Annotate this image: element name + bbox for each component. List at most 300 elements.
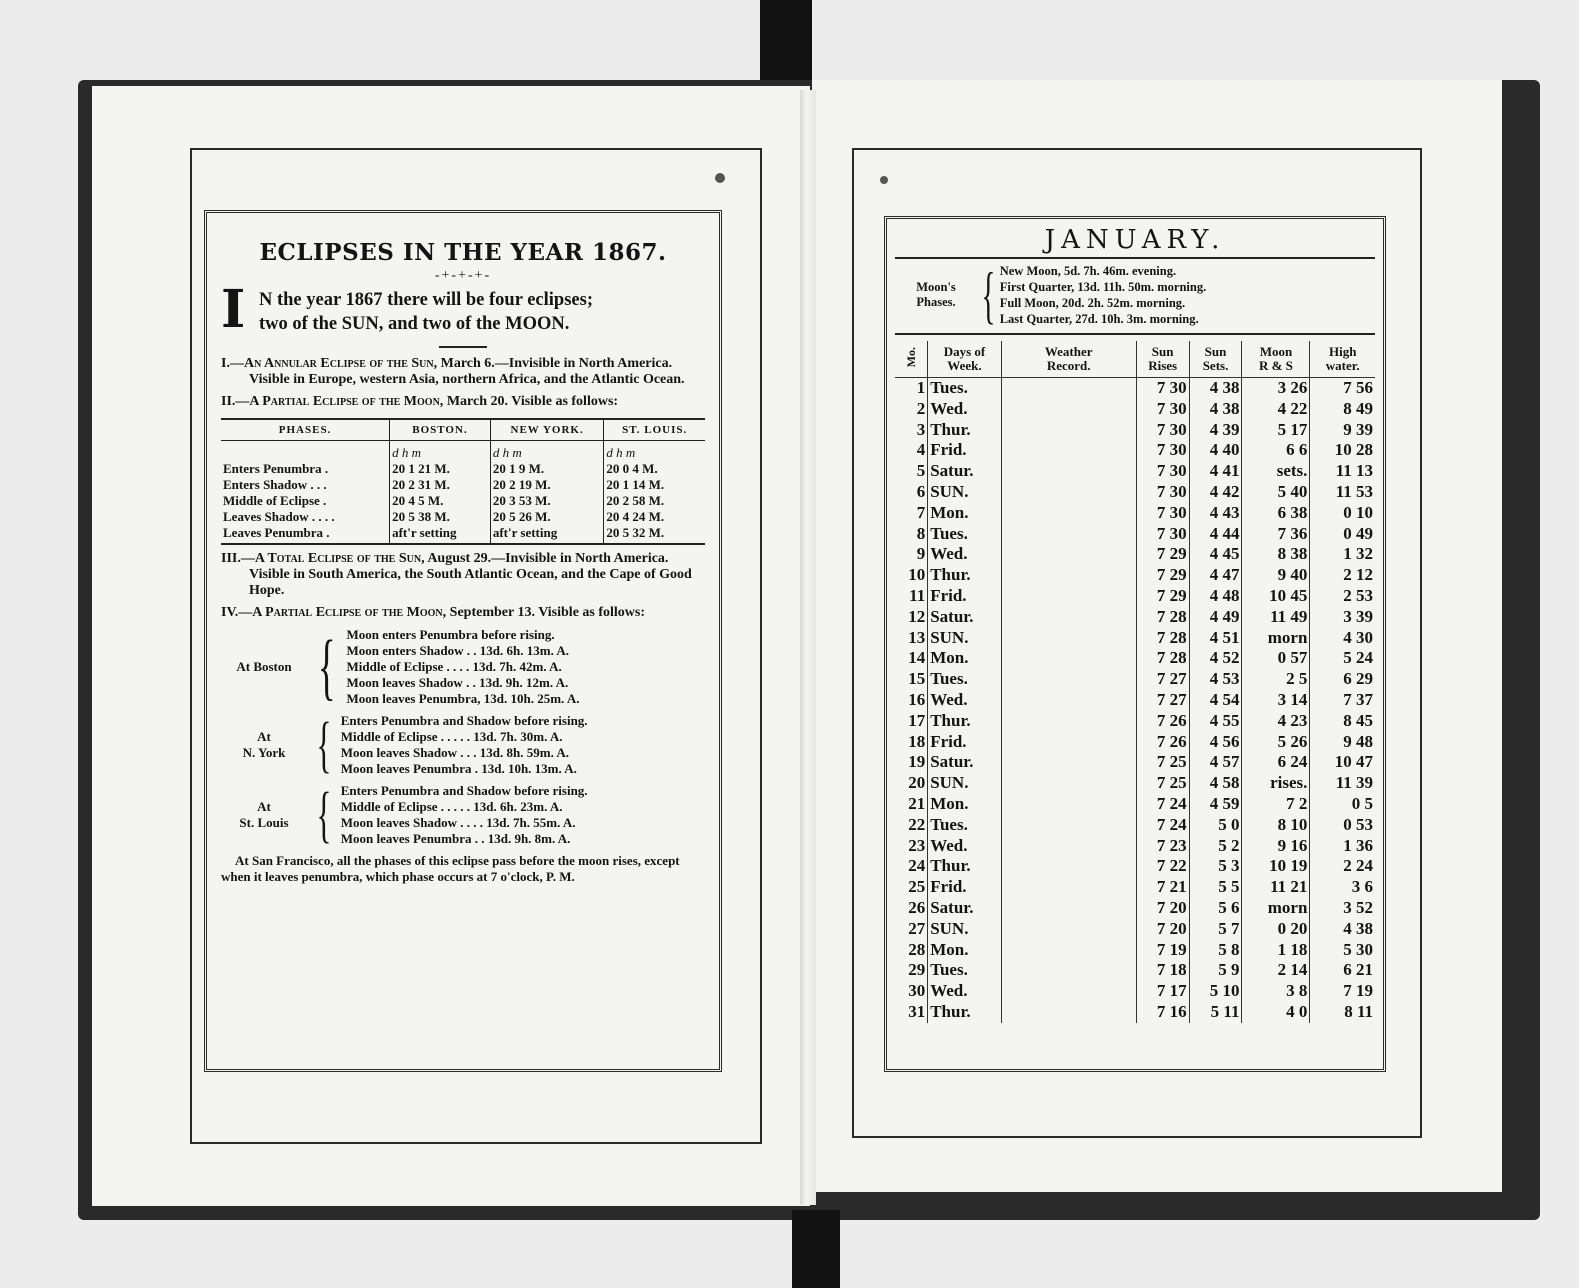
cell-set: 4 42 (1189, 482, 1242, 503)
table-row (895, 940, 1375, 961)
cell-hw: 8 49 (1310, 399, 1375, 420)
cell-day: Thur. (928, 1002, 1002, 1023)
cell-day: SUN. (928, 628, 1002, 649)
calendar-panel (884, 216, 1386, 1072)
brace-icon: { (316, 781, 332, 849)
cell-rise: 7 26 (1136, 732, 1189, 753)
cell-rise: 7 24 (1136, 815, 1189, 836)
cell-set: 5 2 (1189, 836, 1242, 857)
short-rule (439, 346, 487, 348)
cell-day: SUN. (928, 773, 1002, 794)
cell-rise: 7 16 (1136, 1002, 1189, 1023)
cell-weather (1001, 981, 1136, 1002)
cell-hw: 7 19 (1310, 981, 1375, 1002)
cell-set: 4 39 (1189, 420, 1242, 441)
cell-weather (1001, 544, 1136, 565)
cell-no: 25 (908, 877, 926, 897)
cell-no: 23 (908, 835, 926, 855)
table-row (895, 544, 1375, 565)
cell-moon: sets. (1242, 461, 1310, 482)
cell-set: 5 11 (1189, 1002, 1242, 1023)
cell-no: 10 (908, 565, 926, 585)
cell-moon: 6 24 (1242, 752, 1310, 773)
phase-line: Last Quarter, 27d. 10h. 3m. morning. (999, 312, 1199, 326)
cell-hw: 8 11 (1310, 1002, 1375, 1023)
cell-moon: 10 19 (1242, 856, 1310, 877)
cell-moon: 3 14 (1242, 690, 1310, 711)
cell-no: 2 (916, 398, 926, 418)
cell-no: 17 (908, 710, 926, 730)
cell-weather (1001, 732, 1136, 753)
intro-line-2: two of the SUN, and two of the MOON. (259, 314, 570, 334)
table-row (895, 856, 1375, 877)
cell-weather (1001, 440, 1136, 461)
cell-day: SUN. (928, 482, 1002, 503)
cell-moon: 11 49 (1242, 607, 1310, 628)
table-row (895, 815, 1375, 836)
cell-no: 22 (908, 814, 926, 834)
cell-rise: 7 30 (1136, 524, 1189, 545)
cell-no: 1 (916, 378, 926, 397)
cell-weather (1001, 836, 1136, 857)
col-mo: Mo. (895, 341, 928, 378)
nyork-block (221, 713, 705, 777)
cell-rise: 7 19 (1136, 940, 1189, 961)
cell-hw: 9 39 (1310, 420, 1375, 441)
cell-weather (1001, 856, 1136, 877)
col-moon: Moon R & S (1242, 341, 1310, 378)
cell-hw: 2 12 (1310, 565, 1375, 586)
cell-set: 4 38 (1189, 399, 1242, 420)
calendar-table (895, 341, 1375, 1023)
cell-hw: 7 37 (1310, 690, 1375, 711)
cell-hw: 11 53 (1310, 482, 1375, 503)
cell-no: 11 (909, 585, 926, 605)
cell-weather (1001, 482, 1136, 503)
phase-line: Full Moon, 20d. 2h. 52m. morning. (999, 296, 1186, 310)
cell-no: 26 (908, 897, 926, 917)
cell-hw: 7 56 (1310, 378, 1375, 399)
dhm-units: d h m (390, 441, 491, 462)
cell-day: Satur. (928, 607, 1002, 628)
cell-set: 4 53 (1189, 669, 1242, 690)
table-row (895, 919, 1375, 940)
col-sun-rises: Sun Rises (1136, 341, 1189, 378)
table-row (895, 586, 1375, 607)
nyork-line: Middle of Eclipse . . . . . 13d. 7h. 30m. A. (340, 729, 563, 744)
cell-moon: 8 38 (1242, 544, 1310, 565)
cell-moon: 1 18 (1242, 940, 1310, 961)
cell-moon: 5 26 (1242, 732, 1310, 753)
cell-moon: morn (1242, 898, 1310, 919)
cell-moon: 2 5 (1242, 669, 1310, 690)
nyork-line: Moon leaves Penumbra . 13d. 10h. 13m. A. (340, 761, 577, 776)
cell-rise: 7 27 (1136, 690, 1189, 711)
eclipse-phases-table (221, 418, 705, 545)
cell-moon: 0 57 (1242, 648, 1310, 669)
cell-moon: 7 2 (1242, 794, 1310, 815)
cell-weather (1001, 586, 1136, 607)
table-row: Leaves Shadow . . . . 20 5 38 M. 20 5 26 M. 20 4 24 M. (221, 509, 705, 525)
cell-hw: 0 49 (1310, 524, 1375, 545)
table-row (895, 690, 1375, 711)
cell-hw: 3 39 (1310, 607, 1375, 628)
cell-hw: 10 47 (1310, 752, 1375, 773)
cell-rise: 7 28 (1136, 628, 1189, 649)
cell-no: 29 (908, 960, 926, 980)
cell-set: 5 8 (1189, 940, 1242, 961)
cell-hw: 1 36 (1310, 836, 1375, 857)
cell-hw: 4 38 (1310, 919, 1375, 940)
cell-moon: rises. (1242, 773, 1310, 794)
cell-day: Tues. (928, 524, 1002, 545)
cell-rise: 7 29 (1136, 586, 1189, 607)
eclipse-4: IV.—A Partial Eclipse of the Moon, September 13. Visible as follows: (221, 605, 646, 620)
cell-rise: 7 28 (1136, 607, 1189, 628)
cell-set: 5 0 (1189, 815, 1242, 836)
ornament-divider: -+-+-+- (434, 268, 492, 283)
eclipse-title: ECLIPSES IN THE YEAR 1867. (259, 239, 667, 266)
cell-hw: 6 29 (1310, 669, 1375, 690)
cell-set: 4 54 (1189, 690, 1242, 711)
cell-weather (1001, 669, 1136, 690)
cell-moon: 5 40 (1242, 482, 1310, 503)
stlouis-line: Moon leaves Penumbra . . 13d. 9h. 8m. A. (340, 831, 571, 846)
cell-no: 31 (908, 1001, 926, 1021)
phase-line: First Quarter, 13d. 11h. 50m. morning. (999, 280, 1207, 294)
cell-moon: 5 17 (1242, 420, 1310, 441)
cell-set: 4 49 (1189, 607, 1242, 628)
cell-moon: 11 21 (1242, 877, 1310, 898)
cell-weather (1001, 503, 1136, 524)
col-st-louis: ST. LOUIS. (604, 419, 705, 441)
cell-day: Wed. (928, 836, 1002, 857)
cell-weather (1001, 378, 1136, 399)
cell-moon: 9 40 (1242, 565, 1310, 586)
cell-no: 16 (908, 689, 926, 709)
cell-hw: 10 28 (1310, 440, 1375, 461)
cell-moon: 0 20 (1242, 919, 1310, 940)
cell-rise: 7 29 (1136, 565, 1189, 586)
cell-moon: 4 22 (1242, 399, 1310, 420)
cell-no: 18 (908, 731, 926, 751)
eclipse-2: II.—A Partial Eclipse of the Moon, March 20. Visible as follows: (221, 394, 619, 409)
boston-line: Moon enters Penumbra before rising. (346, 627, 555, 642)
cell-hw: 5 24 (1310, 648, 1375, 669)
cell-weather (1001, 919, 1136, 940)
table-row (895, 960, 1375, 981)
cell-no: 20 (908, 773, 926, 793)
table-row (895, 794, 1375, 815)
cell-rise: 7 18 (1136, 960, 1189, 981)
col-phases: PHASES. (221, 419, 390, 441)
brace-icon: { (317, 626, 336, 708)
cell-rise: 7 30 (1136, 503, 1189, 524)
cell-set: 4 58 (1189, 773, 1242, 794)
bookmark-ribbon-bottom (792, 1210, 840, 1288)
cell-rise: 7 20 (1136, 919, 1189, 940)
cell-set: 5 10 (1189, 981, 1242, 1002)
cell-hw: 1 32 (1310, 544, 1375, 565)
table-row (895, 752, 1375, 773)
cell-rise: 7 30 (1136, 482, 1189, 503)
cell-moon: 10 45 (1242, 586, 1310, 607)
brace-icon: { (316, 711, 332, 779)
intro-line-1: N the year 1867 there will be four eclipses; (259, 290, 593, 310)
cell-rise: 7 30 (1136, 440, 1189, 461)
cell-hw: 5 30 (1310, 940, 1375, 961)
cell-weather (1001, 420, 1136, 441)
cell-rise: 7 23 (1136, 836, 1189, 857)
cell-moon: 6 38 (1242, 503, 1310, 524)
table-row (895, 669, 1375, 690)
cell-rise: 7 21 (1136, 877, 1189, 898)
eclipse-1: I.—An Annular Eclipse of the Sun, March 6.—Invisible in North America. Visible in Europe, western Asia, northern Africa, and the Atlantic Ocean. (221, 356, 685, 387)
cell-hw: 2 24 (1310, 856, 1375, 877)
month-title: JANUARY. (895, 225, 1375, 259)
phase-line: New Moon, 5d. 7h. 46m. evening. (999, 264, 1177, 278)
cell-hw: 2 53 (1310, 586, 1375, 607)
nyork-line: Enters Penumbra and Shadow before rising. (340, 713, 588, 728)
cell-moon: 6 6 (1242, 440, 1310, 461)
cell-weather (1001, 898, 1136, 919)
cell-weather (1001, 711, 1136, 732)
table-row (895, 981, 1375, 1002)
stlouis-block (221, 783, 705, 847)
cell-hw: 8 45 (1310, 711, 1375, 732)
cell-weather (1001, 752, 1136, 773)
cell-set: 4 43 (1189, 503, 1242, 524)
cell-no: 5 (916, 461, 926, 481)
cell-day: Satur. (928, 752, 1002, 773)
cell-weather (1001, 815, 1136, 836)
cell-weather (1001, 461, 1136, 482)
cell-hw: 11 39 (1310, 773, 1375, 794)
cell-day: Mon. (928, 794, 1002, 815)
cell-rise: 7 24 (1136, 794, 1189, 815)
cell-no: 21 (908, 793, 926, 813)
nyork-label: At N. York (242, 729, 286, 760)
cell-set: 5 9 (1189, 960, 1242, 981)
cell-rise: 7 30 (1136, 378, 1189, 399)
cell-weather (1001, 1002, 1136, 1023)
table-row (895, 482, 1375, 503)
col-weather: Weather Record. (1001, 341, 1136, 378)
cell-day: Frid. (928, 877, 1002, 898)
cell-hw: 4 30 (1310, 628, 1375, 649)
cell-set: 4 48 (1189, 586, 1242, 607)
cell-day: Mon. (928, 940, 1002, 961)
cell-weather (1001, 524, 1136, 545)
boston-line: Moon enters Shadow . . 13d. 6h. 13m. A. (346, 643, 569, 658)
boston-line: Moon leaves Penumbra, 13d. 10h. 25m. A. (346, 691, 580, 706)
cell-set: 4 41 (1189, 461, 1242, 482)
cell-moon: 2 14 (1242, 960, 1310, 981)
cell-no: 3 (916, 419, 926, 439)
cell-weather (1001, 690, 1136, 711)
table-row (895, 648, 1375, 669)
cell-set: 4 40 (1189, 440, 1242, 461)
cell-day: Thur. (928, 420, 1002, 441)
cell-no: 6 (916, 481, 926, 501)
cell-rise: 7 17 (1136, 981, 1189, 1002)
table-row (895, 461, 1375, 482)
table-row: Enters Penumbra . 20 1 21 M. 20 1 9 M. 20 0 4 M. (221, 461, 705, 477)
table-row (895, 877, 1375, 898)
cell-day: Wed. (928, 544, 1002, 565)
table-row (895, 503, 1375, 524)
cell-no: 4 (916, 440, 926, 460)
table-row (895, 773, 1375, 794)
cell-no: 27 (908, 918, 926, 938)
cell-rise: 7 25 (1136, 752, 1189, 773)
cell-rise: 7 26 (1136, 711, 1189, 732)
cell-day: Thur. (928, 856, 1002, 877)
calendar-body (895, 378, 1375, 1023)
table-row (895, 399, 1375, 420)
boston-line: Middle of Eclipse . . . . 13d. 7h. 42m. A. (346, 659, 562, 674)
cell-no: 9 (916, 544, 926, 564)
table-row (895, 565, 1375, 586)
cell-hw: 0 5 (1310, 794, 1375, 815)
col-days: Days of Week. (928, 341, 1002, 378)
cell-no: 8 (916, 523, 926, 543)
cell-no: 13 (908, 627, 926, 647)
cell-day: Mon. (928, 648, 1002, 669)
cell-hw: 3 52 (1310, 898, 1375, 919)
table-row: Enters Shadow . . . 20 2 31 M. 20 2 19 M. 20 1 14 M. (221, 477, 705, 493)
stlouis-line: Middle of Eclipse . . . . . 13d. 6h. 23m. A. (340, 799, 563, 814)
cell-set: 4 51 (1189, 628, 1242, 649)
boston-line: Moon leaves Shadow . . 13d. 9h. 12m. A. (346, 675, 569, 690)
table-row (895, 1002, 1375, 1023)
cell-day: Thur. (928, 565, 1002, 586)
intro-paragraph (221, 279, 705, 340)
cell-moon: 4 0 (1242, 1002, 1310, 1023)
cell-weather (1001, 399, 1136, 420)
moon-phases (895, 259, 1375, 335)
cell-day: SUN. (928, 919, 1002, 940)
cell-weather (1001, 773, 1136, 794)
cell-rise: 7 29 (1136, 544, 1189, 565)
col-boston: BOSTON. (390, 419, 491, 441)
cell-set: 5 6 (1189, 898, 1242, 919)
table-row: Leaves Penumbra . aft'r setting aft'r setting 20 5 32 M. (221, 525, 705, 544)
cell-set: 5 5 (1189, 877, 1242, 898)
cell-day: Mon. (928, 503, 1002, 524)
table-row (895, 607, 1375, 628)
cell-moon: 4 23 (1242, 711, 1310, 732)
table-row (895, 836, 1375, 857)
eclipse-panel (204, 210, 722, 1072)
book-gutter (800, 90, 816, 1205)
cell-set: 4 56 (1189, 732, 1242, 753)
cell-day: Wed. (928, 690, 1002, 711)
cell-day: Wed. (928, 981, 1002, 1002)
cell-day: Frid. (928, 440, 1002, 461)
cell-no: 24 (908, 856, 926, 876)
cell-weather (1001, 960, 1136, 981)
dhm-units: d h m (490, 441, 604, 462)
cell-no: 30 (908, 981, 926, 1001)
cell-no: 19 (908, 752, 926, 772)
stlouis-line: Enters Penumbra and Shadow before rising. (340, 783, 588, 798)
moon-phases-label: Moon's Phases. (916, 280, 956, 309)
nyork-line: Moon leaves Shadow . . . 13d. 8h. 59m. A. (340, 745, 570, 760)
table-row (895, 898, 1375, 919)
cell-day: Tues. (928, 378, 1002, 399)
cell-weather (1001, 877, 1136, 898)
cell-day: Frid. (928, 586, 1002, 607)
table-row (895, 628, 1375, 649)
cell-hw: 11 13 (1310, 461, 1375, 482)
cell-set: 4 38 (1189, 378, 1242, 399)
cell-weather (1001, 940, 1136, 961)
cell-set: 4 55 (1189, 711, 1242, 732)
cell-weather (1001, 628, 1136, 649)
cell-rise: 7 30 (1136, 420, 1189, 441)
cell-weather (1001, 607, 1136, 628)
cell-weather (1001, 648, 1136, 669)
cell-no: 28 (908, 939, 926, 959)
table-row (895, 440, 1375, 461)
table-row (895, 378, 1375, 399)
cell-day: Tues. (928, 960, 1002, 981)
cell-hw: 9 48 (1310, 732, 1375, 753)
cell-set: 4 57 (1189, 752, 1242, 773)
cell-rise: 7 27 (1136, 669, 1189, 690)
cell-rise: 7 28 (1136, 648, 1189, 669)
cell-day: Thur. (928, 711, 1002, 732)
stlouis-label: At St. Louis (239, 799, 289, 830)
cell-rise: 7 30 (1136, 399, 1189, 420)
cell-no: 14 (908, 648, 926, 668)
cell-moon: 3 8 (1242, 981, 1310, 1002)
cell-weather (1001, 794, 1136, 815)
cell-moon: morn (1242, 628, 1310, 649)
cell-day: Tues. (928, 669, 1002, 690)
cell-rise: 7 30 (1136, 461, 1189, 482)
cell-rise: 7 22 (1136, 856, 1189, 877)
cell-no: 7 (916, 502, 926, 522)
boston-block (221, 627, 705, 707)
brace-icon: { (981, 259, 996, 330)
cell-rise: 7 20 (1136, 898, 1189, 919)
cell-set: 4 45 (1189, 544, 1242, 565)
stlouis-line: Moon leaves Shadow . . . . 13d. 7h. 55m. A. (340, 815, 576, 830)
cell-set: 4 47 (1189, 565, 1242, 586)
col-new-york: NEW YORK. (490, 419, 604, 441)
cell-day: Wed. (928, 399, 1002, 420)
cell-day: Satur. (928, 898, 1002, 919)
cell-moon: 8 10 (1242, 815, 1310, 836)
table-row: Middle of Eclipse . 20 4 5 M. 20 3 53 M. 20 2 58 M. (221, 493, 705, 509)
table-row (895, 420, 1375, 441)
cell-day: Frid. (928, 732, 1002, 753)
cell-set: 4 52 (1189, 648, 1242, 669)
table-row (895, 524, 1375, 545)
cell-no: 15 (908, 669, 926, 689)
cell-moon: 9 16 (1242, 836, 1310, 857)
cell-moon: 3 26 (1242, 378, 1310, 399)
cell-set: 5 3 (1189, 856, 1242, 877)
col-sun-sets: Sun Sets. (1189, 341, 1242, 378)
cell-weather (1001, 565, 1136, 586)
cell-no: 12 (908, 606, 926, 626)
san-francisco-note: At San Francisco, all the phases of this eclipse pass before the moon rises, except when it leaves penumbra, which phase occurs at 7 o'clock, P. M. (221, 853, 680, 884)
cell-rise: 7 25 (1136, 773, 1189, 794)
col-high-water: High water. (1310, 341, 1375, 378)
